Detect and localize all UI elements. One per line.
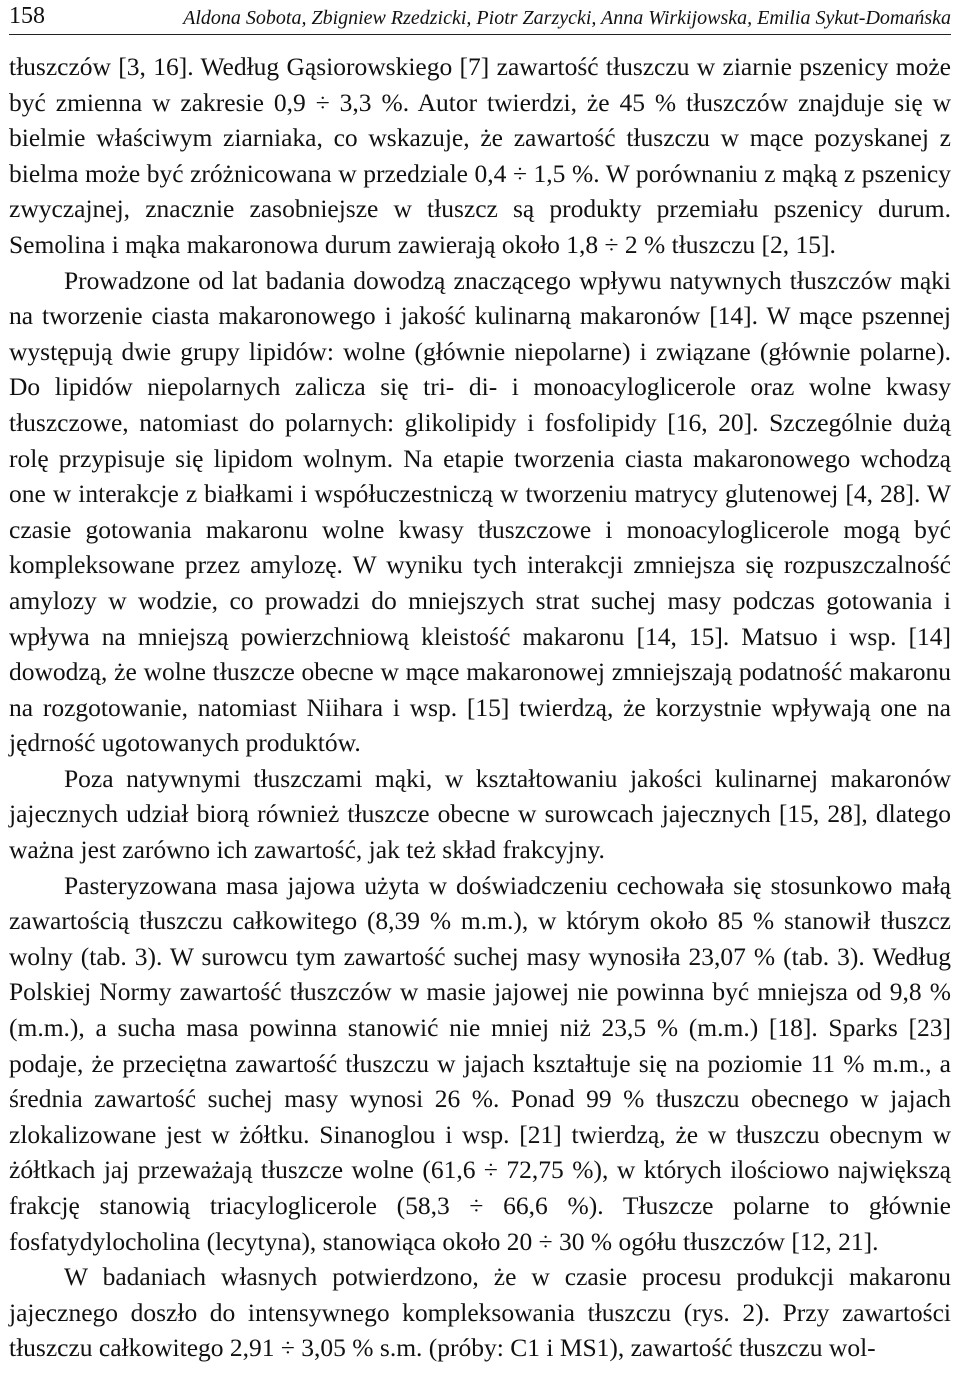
page-number: 158 [9,3,45,29]
paragraph-egg-mass-composition: Pasteryzowana masa jajowa użyta w doświadczeniu cechowała się stosunkowo małą zawartością tłuszczu całkowitego (8,39 % m.m.), w którym około 85 % stanowił tłuszcz wolny (tab. 3). W surowcu tym zawartość suchej masy wynosiła 23,07 % (tab. 3). Według Polskiej Normy zawartość tłuszczów w masie jajowej nie powinna być mniejsza od 9,8 % (m.m.), a sucha masa powinna stanowić nie mniej niż 23,5 % (m.m.) [18]. Sparks [23] podaje, że przeciętna zawartość tłuszczu w jajach kształtuje się na poziomie 11 % m.m., a średnia zawartość suchej masy wynosi 26 %. Ponad 99 % tłuszczu obecnego w jajach zlokalizowane jest w żółtku. Sinanoglou i wsp. [21] twierdzą, że w tłuszczu obecnym w żółtkach jaj przeważają tłuszcze wolne (61,6 ÷ 72,75 %), w których ilościowo największą frakcję stanowią triacyloglicerole (58,3 ÷ 66,6 %). Tłuszcze polarne to głównie fosfatydylocholina (lecytyna), stanowiąca około 20 ÷ 30 % ogółu tłuszczów [12, 21]. [9,870,951,1256]
running-header-authors: Aldona Sobota, Zbigniew Rzedzicki, Piotr Zarzycki, Anna Wirkijowska, Emilia Sykut-Domańska [183,7,951,29]
paragraph-own-research: W badaniach własnych potwierdzono, że w czasie procesu produkcji makaronu jajecznego doszło do intensywnego kompleksowania tłuszczu (rys. 2). Przy zawartości tłuszczu całkowitego 2,91 ÷ 3,05 % s.m. (próby: C1 i MS1), zawartość tłuszczu wol- [9,1262,951,1363]
paragraph-lipids-in-flour: Prowadzone od lat badania dowodzą znaczącego wpływu natywnych tłuszczów mąki na tworzenie ciasta makaronowego i jakość kulinarną makaronów [14]. W mące pszennej występują dwie grupy lipidów: wolne (głównie niepolarne) i związane (głównie polarne). Do lipidów niepolarnych zalicza się tri- di- i monoacyloglicerole oraz wolne kwasy tłuszczowe, natomiast do polarnych: glikolipidy i fosfolipidy [16, 20]. Szczególnie dużą rolę przypisuje się lipidom wolnym. Na etapie tworzenia ciasta makaronowego wchodzą one w interakcje z białkami i współuczestniczą w tworzeniu matrycy glutenowej [4, 28]. W czasie gotowania makaronu wolne kwasy tłuszczowe i monoacyloglicerole mogą być kompleksowane przez amylozę. W wyniku tych interakcji zmniejsza się rozpuszczalność amylozy w wodzie, co prowadzi do mniejszych strat suchej masy podczas gotowania i wpływa na mniejszą powierzchniową kleistość makaronu [14, 15]. Matsuo i wsp. [14] dowodzą, że wolne tłuszcze obecne w mące makaronowej zmniejszają podatność makaronu na rozgotowanie, natomiast Niihara i wsp. [15] twierdzą, że korzystnie wpływają one na jędrność ugotowanych produktów. [9,265,951,758]
paragraph-egg-fats: Poza natywnymi tłuszczami mąki, w kształtowaniu jakości kulinarnej makaronów jajecznych udział biorą również tłuszcze obecne w surowcach jajecznych [15, 28], dlatego ważna jest zarówno ich zawartość, jak też skład frakcyjny. [9,763,951,865]
body-text [9,49,951,1366]
running-header [9,0,951,35]
paragraph-continued: tłuszczów [3, 16]. Według Gąsiorowskiego [7] zawartość tłuszczu w ziarnie pszenicy może być zmienna w zakresie 0,9 ÷ 3,3 %. Autor twierdzi, że 45 % tłuszczów znajduje się w bielmie właściwym ziarniaka, co wskazuje, że zawartość tłuszczu w mące pozyskanej z bielma może być zróżnicowana w przedziale 0,4 ÷ 1,5 %. W porównaniu z mąką z pszenicy zwyczajnej, znacznie zasobniejsze w tłuszcz są produkty przemiału pszenicy durum. Semolina i mąka makaronowa durum zawierają około 1,8 ÷ 2 % tłuszczu [2, 15]. [9,52,951,259]
